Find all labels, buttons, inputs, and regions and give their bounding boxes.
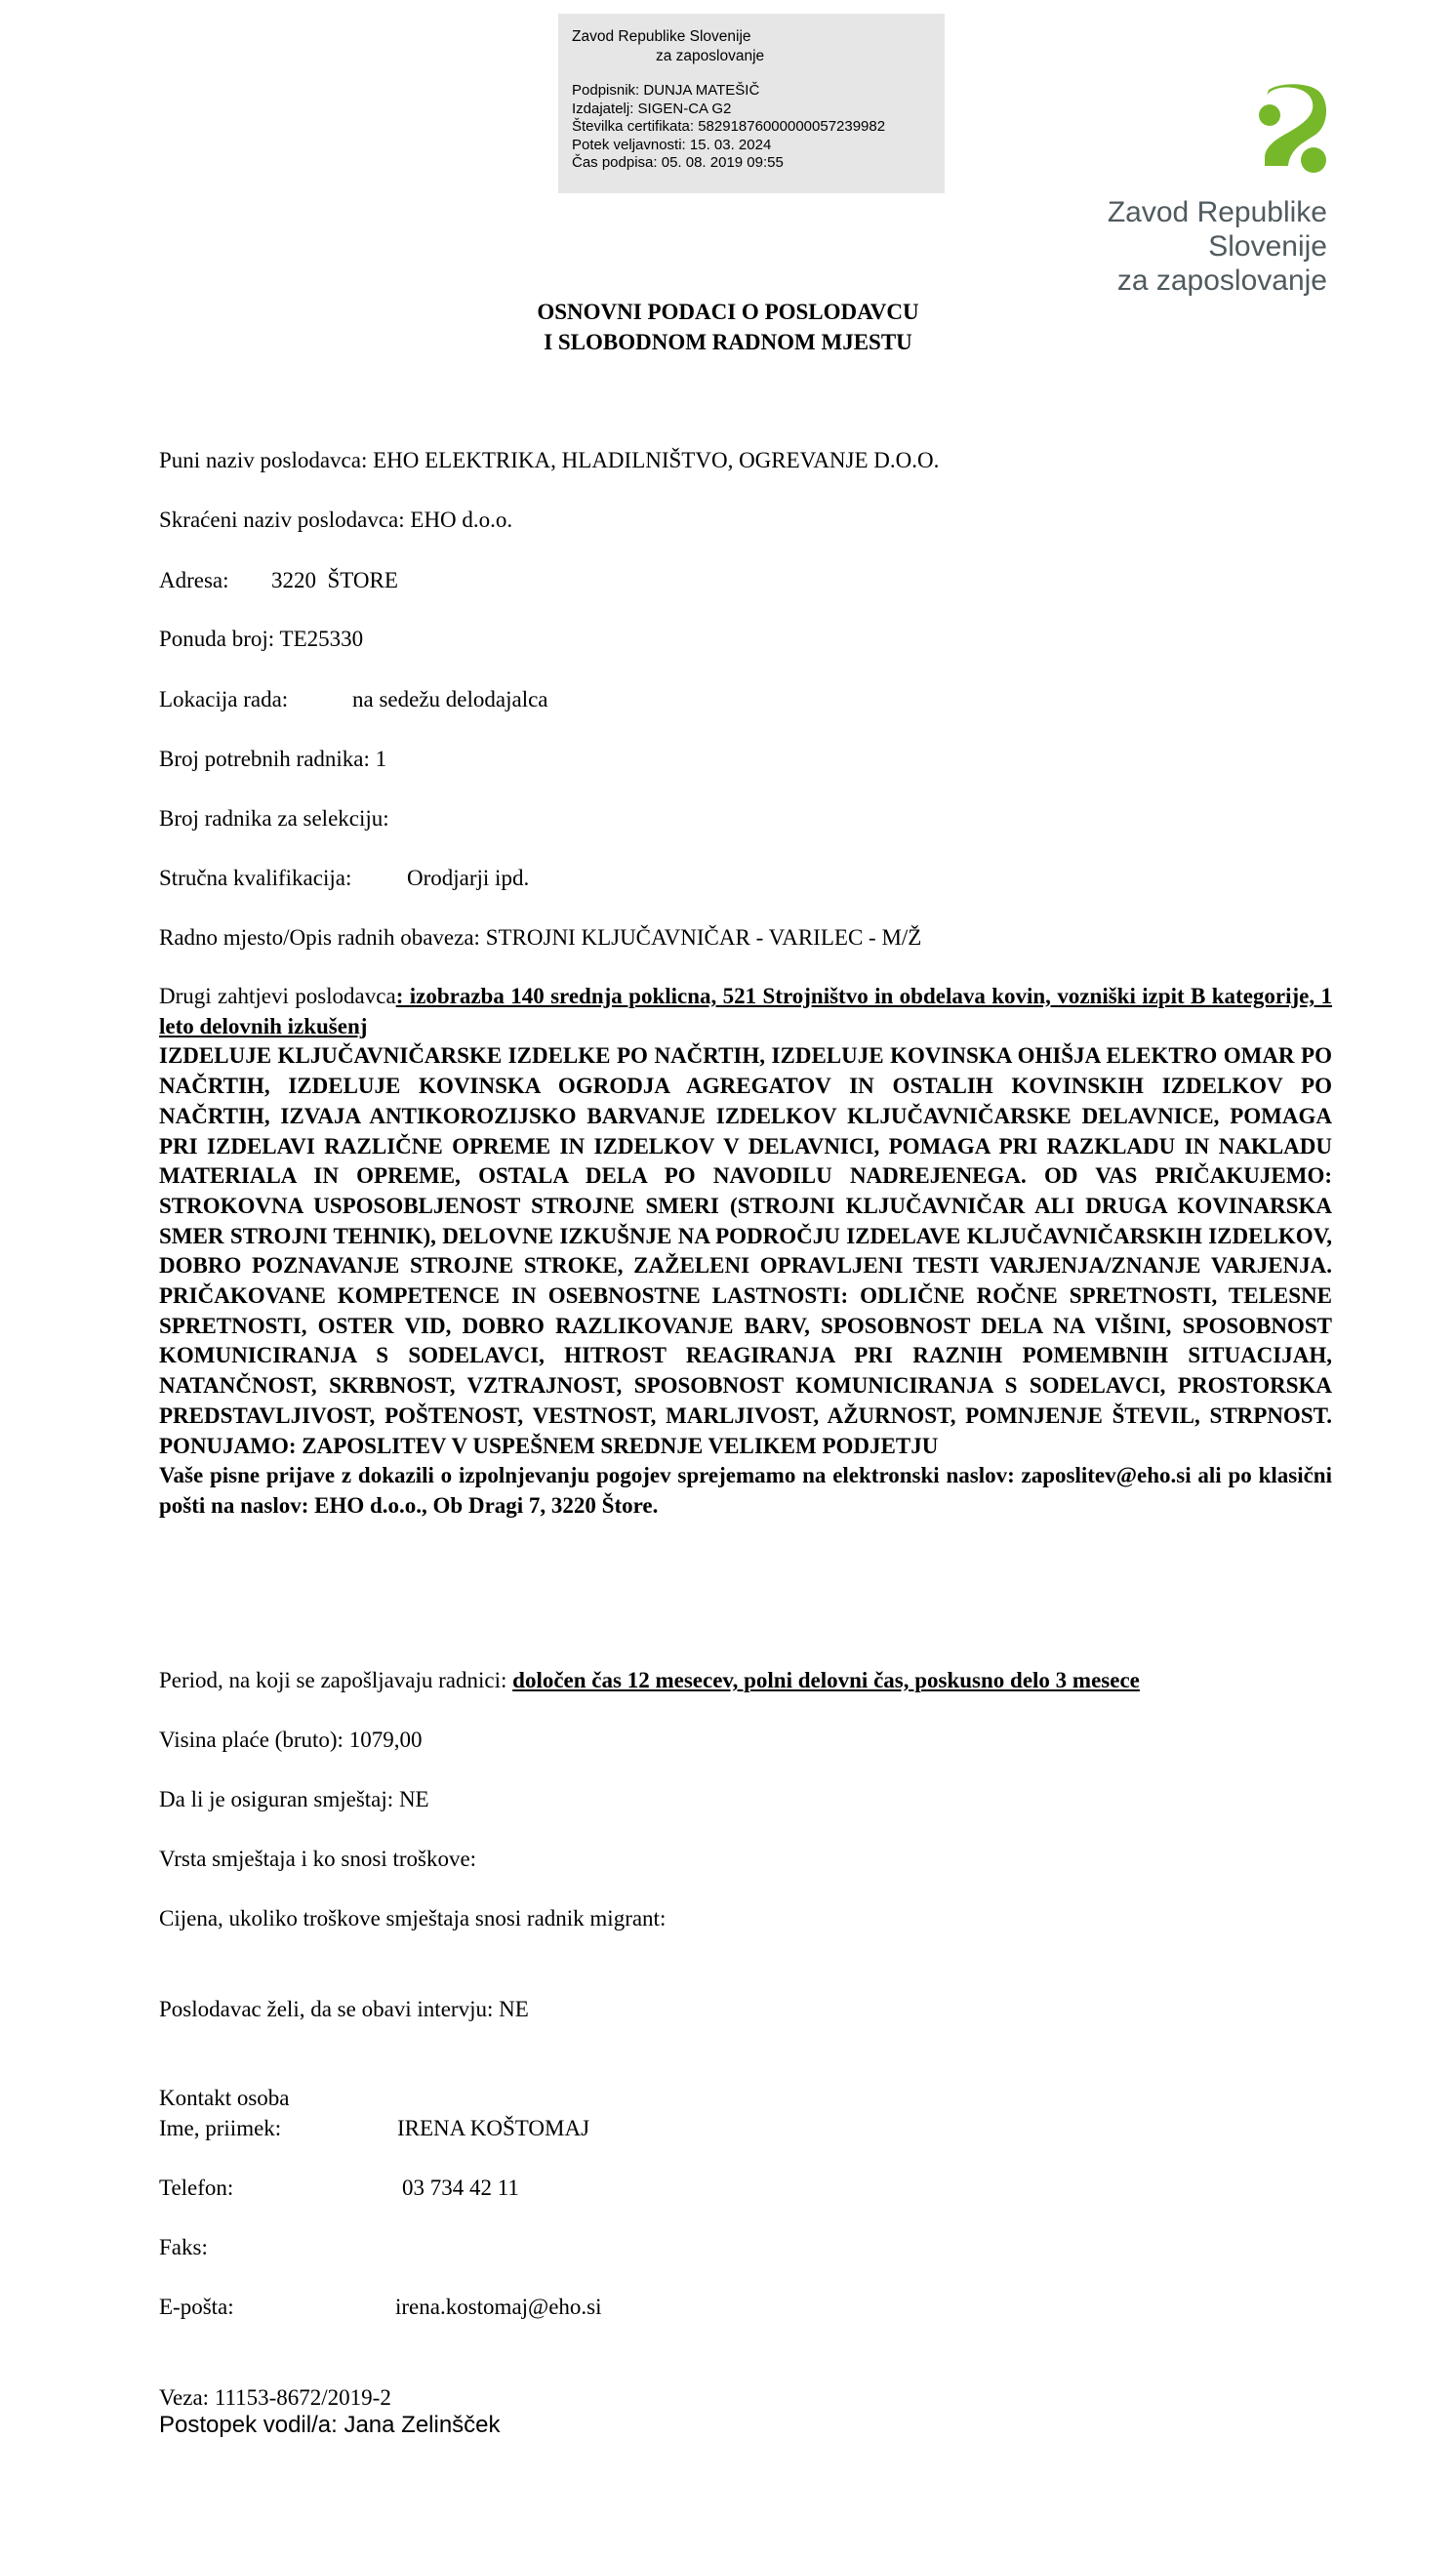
short-name-value: EHO d.o.o. — [410, 508, 513, 532]
address-label: Adresa: — [159, 568, 229, 592]
housing-price-label: Cijena, ukoliko troškove smještaja snosi radnik migrant: — [159, 1906, 667, 1931]
location-value: na sedežu delodajalca — [352, 687, 548, 711]
field-work-location — [159, 685, 548, 714]
offer-label: Ponuda broj: — [159, 627, 275, 651]
field-interview — [159, 1995, 529, 2024]
document-title-line1: OSNOVNI PODACI O POSLODAVCU — [537, 300, 919, 324]
document-title-line2: I SLOBODNOM RADNOM MJESTU — [544, 330, 912, 354]
signature-org-line1: Zavod Republike Slovenije — [572, 28, 751, 45]
housing-label: Da li je osiguran smještaj: — [159, 1787, 394, 1811]
field-full-name — [159, 446, 939, 475]
signature-details — [572, 82, 885, 173]
housing-type-label: Vrsta smještaja i ko snosi troškove: — [159, 1847, 477, 1871]
field-offer-number — [159, 625, 363, 654]
document-title — [0, 297, 1456, 357]
contact-email-value[interactable]: irena.kostomaj@eho.si — [395, 2295, 602, 2319]
other-requirements-header — [159, 982, 1332, 1041]
contact-email — [159, 2293, 602, 2322]
interview-label: Poslodavac želi, da se obavi intervju: — [159, 1997, 494, 2021]
full-name-label: Puni naziv poslodavca: — [159, 448, 368, 472]
selection-label: Broj radnika za selekciju: — [159, 806, 389, 831]
handled-by: Postopek vodil/a: Jana Zelinšček — [159, 2412, 501, 2438]
other-requirements-summary: : izobrazba 140 srednja poklicna, 521 Strojništvo in obdelava kovin, vozniški izpit B kategorije, 1 leto delovnih izkušenj — [159, 984, 1333, 1038]
period-label: Period, na koji se zapošljavaju radnici: — [159, 1668, 507, 1692]
qualification-label: Stručna kvalifikacija: — [159, 866, 352, 890]
field-housing-type — [159, 1845, 476, 1874]
signature-issuer: Izdajatelj: SIGEN-CA G2 — [572, 100, 732, 117]
contact-name-value: IRENA KOŠTOMAJ — [397, 2116, 590, 2140]
organization-name-line2: za zaposlovanje — [1116, 264, 1327, 297]
field-housing — [159, 1785, 429, 1814]
field-qualification — [159, 864, 529, 893]
housing-value: NE — [398, 1787, 429, 1811]
qualification-value: Orodjarji ipd. — [407, 866, 530, 890]
contact-fax-label: Faks: — [159, 2235, 208, 2259]
contact-email-label: E-pošta: — [159, 2295, 234, 2319]
other-requirements — [159, 982, 1332, 1522]
contact-phone-value: 03 734 42 11 — [402, 2175, 519, 2200]
signature-certificate-number: Številka certifikata: 58291876000000057239982 — [572, 118, 886, 135]
field-address — [159, 566, 398, 595]
application-instructions: Vaše pisne prijave z dokazili o izpolnjevanju pogojev sprejemamo na elektronski naslov: zaposlitev@eho.si ali po klasični pošti na naslov: EHO d.o.o., Ob Dragi 7, 3220 Štore. — [159, 1463, 1332, 1518]
signature-time: Čas podpisa: 05. 08. 2019 09:55 — [572, 154, 784, 171]
zrss-logo-icon — [1255, 84, 1331, 176]
organization-name — [1005, 195, 1327, 298]
period-value: določen čas 12 mesecev, polni delovni čas, poskusno delo 3 mesece — [512, 1668, 1140, 1692]
position-label: Radno mjesto/Opis radnih obaveza: — [159, 925, 480, 950]
contact-heading: Kontakt osoba — [159, 2086, 290, 2110]
field-workers-selection — [159, 804, 389, 833]
contact-phone-label: Telefon: — [159, 2175, 234, 2200]
digital-signature-box — [558, 14, 945, 193]
short-name-label: Skraćeni naziv poslodavca: — [159, 508, 405, 532]
interview-value: NE — [499, 1997, 529, 2021]
salary-value: 1079,00 — [348, 1728, 423, 1752]
contact-fax — [159, 2233, 208, 2262]
full-name-value: EHO ELEKTRIKA, HLADILNIŠTVO, OGREVANJE D.O.O. — [373, 448, 940, 472]
workers-label: Broj potrebnih radnika: — [159, 747, 370, 771]
reference-number: Veza: 11153-8672/2019-2 — [159, 2385, 391, 2410]
contact-name-label: Ime, priimek: — [159, 2116, 282, 2140]
field-salary — [159, 1726, 422, 1755]
location-label: Lokacija rada: — [159, 687, 289, 711]
contact-name — [159, 2114, 589, 2143]
organization-name-line1: Zavod Republike Slovenije — [1107, 196, 1327, 263]
salary-label: Visina plaće (bruto): — [159, 1728, 344, 1752]
field-position — [159, 923, 921, 953]
field-short-name — [159, 506, 512, 535]
contact-phone — [159, 2174, 519, 2203]
field-workers-needed — [159, 745, 386, 774]
job-description: IZDELUJE KLJUČAVNIČARSKE IZDELKE PO NAČRTIH, IZDELUJE KOVINSKA OHIŠJA ELEKTRO OMAR PO NAČRTIH, IZDELUJE KOVINSKA OGRODJA AGREGATOV IN OSTALIH KOVINSKIH IZDELKOV PO NAČRTIH, IZVAJA ANTIKOROZIJSKO BARVANJE IZDELKOV KLJUČAVNIČARSKE DELAVNICE, POMAGA PRI IZDELAVI RAZLIČNE OPREME IN IZDELKOV V DELAVNICI, POMAGA PRI RAZKLADU IN NAKLADU MATERIALA IN OPREME, OSTALA DELA PO NAVODILU NADREJENEGA. OD VAS PRIČAKUJEMO: STROKOVNA USPOSOBLJENOST STROJNE SMERI (STROJNI KLJUČAVNIČAR ALI DRUGA KOVINARSKA SMER STROJNI TEHNIK), DELOVNE IZKUŠNJE NA PODROČJU IZDELAVE KLJUČAVNIČARSKIH IZDELKOV, DOBRO POZNAVANJE STROJNE STROKE, ZAŽELENI OPRAVLJENI TESTI VARJENJA/ZNANJE VARJENJA. PRIČAKOVANE KOMPETENCE IN OSEBNOSTNE LASTNOSTI: ODLIČNE ROČNE SPRETNOSTI, TELESNE SPRETNOSTI, OSTER VID, DOBRO RAZLIKOVANJE BARV, SPOSOBNOST DELA NA VIŠINI, SPOSOBNOST KOMUNICIRANJA S SODELAVCI, HITROST REAGIRANJA PRI RAZNIH POMEMBNIH SITUACIJAH, NATANČNOST, SKRBNOST, VZTRAJNOST, SPOSOBNOST KOMUNICIRANJA S SODELAVCI, PROSTORSKA PREDSTAVLJIVOST, POŠTENOST, VESTNOST, MARLJIVOST, AŽURNOST, POMNJENJE ŠTEVIL, STRPNOST. PONUJAMO: ZAPOSLITEV V USPEŠNEM SREDNJE VELIKEM PODJETJU — [159, 1043, 1332, 1458]
field-employment-period — [159, 1666, 1140, 1695]
signature-signer: Podpisnik: DUNJA MATEŠIČ — [572, 82, 760, 99]
signature-org-line2: za zaposlovanje — [656, 48, 765, 64]
offer-value: TE25330 — [279, 627, 364, 651]
field-housing-price — [159, 1904, 666, 1933]
address-value: 3220 ŠTORE — [271, 568, 398, 592]
signature-validity: Potek veljavnosti: 15. 03. 2024 — [572, 136, 772, 153]
position-value: STROJNI KLJUČAVNIČAR - VARILEC - M/Ž — [485, 925, 922, 950]
workers-value: 1 — [375, 747, 387, 771]
other-requirements-label: Drugi zahtjevi poslodavca — [159, 984, 396, 1008]
